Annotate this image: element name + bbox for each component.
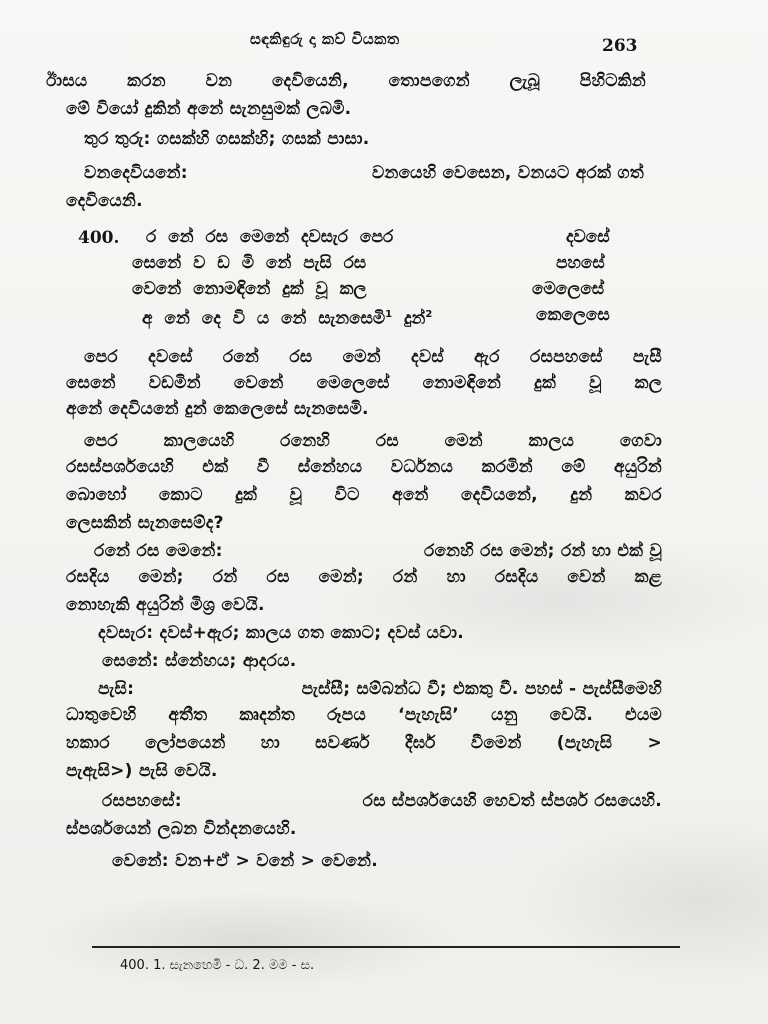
verse-line-2-end: පහසේ xyxy=(556,253,605,273)
paragraph-line: පෙර කාලයෙහි රනෙහි රස මෙන් කාලය ගෙවා xyxy=(84,431,662,451)
gloss-term: රනේ රස මෙනේ xyxy=(94,541,216,561)
paragraph-line: බොහෝ කොට දුක් වූ විට අනේ දෙවියනේ, දුන් කවර xyxy=(66,485,662,505)
gloss-term-wrap: පැසි: xyxy=(98,679,135,699)
gloss-entry xyxy=(84,128,369,150)
gloss-term: තුර තුරු xyxy=(84,129,144,149)
verse-number: 400. xyxy=(78,228,120,248)
verse-line-1: ර නේ රස මෙනේ දවසැර පෙර xyxy=(146,227,394,247)
gloss-entry xyxy=(84,162,644,184)
gloss-term: රසපහසේ xyxy=(102,791,175,811)
paragraph-line: ලෙසකින් සැනසෙම්ද? xyxy=(66,513,224,533)
gloss-colon: : xyxy=(143,129,157,149)
paragraph-line: ධාතුවෙහි අතීත කෘදන්ත රූපය ‘පැහැසි’ යනු වෙයි. එයම xyxy=(66,705,662,725)
gloss-colon: : xyxy=(151,651,166,671)
paragraph-line: පෙර දවසේ රනේ රස මෙන් දවස් ඇර රසපහසේ පැසී xyxy=(84,347,662,367)
paragraph-line: රසදිය මෙන්; රන් රස මෙන්; රන් හා රසදිය වෙන් කළ xyxy=(66,567,662,587)
gloss-term: දවසැර xyxy=(98,623,147,643)
verse-line-3: වෙනේ නොමඳිනේ දුක් වූ කල xyxy=(132,279,367,299)
page-number: 263 xyxy=(602,36,638,56)
gloss-text: ස්නේහය; ආදරය. xyxy=(165,651,297,671)
gloss-entry xyxy=(98,678,662,700)
gloss-text: රස ස්පර්ශයෙහි හෙවත් ස්පර්ශ රසයෙහි. xyxy=(362,791,662,811)
gloss-entry xyxy=(94,540,662,562)
gloss-term-wrap: වනදෙවියනේ: xyxy=(84,163,188,183)
paragraph-line: දෙවියෙනි. xyxy=(66,191,143,211)
gloss-text: වනයෙහි වෙසෙන, වනයට අරක් ගත් xyxy=(371,163,644,183)
paragraph-line: ඊාසය කරන වන දෙවියෙනි, තොපගෙන් ලැබූ පිහිටකින් xyxy=(46,71,646,91)
gloss-text: පැස්සී; සම්බන්ධ වී; එකතු වී. පහස් - පැස්සීමෙහි xyxy=(301,679,662,699)
verse-line-2: සෙනේ ව ඩ මි නේ පැසි රස xyxy=(132,253,367,273)
verse-line-1-end: දවසේ xyxy=(566,227,610,247)
paragraph-line: නොහැකි අයුරින් මිශ්‍ර වෙයි. xyxy=(66,595,265,615)
paragraph-line: රසස්පර්ශයෙහි එක් වී ස්නේහය වර්ධනය කරමින් මේ අයුරින් xyxy=(66,457,662,477)
gloss-term: පැසි xyxy=(98,679,128,699)
gloss-text: රනෙහි රස මෙන්; රන් හා එක් වූ xyxy=(423,541,662,561)
verse-line-4-mid: දුන් xyxy=(392,308,426,329)
paragraph-line: සෙනේ වඩමින් වෙනේ මෙලෙසේ නොමඳිනේ දුක් වූ කල xyxy=(66,373,662,393)
footnote: 400. 1. සැනහෙමි - ධ. 2. මම - ස. xyxy=(120,958,315,973)
gloss-term: වනදෙවියනේ xyxy=(84,163,181,183)
paragraph-line: මේ වියෝ දුකින් අනේ සැනසුමක් ලබමි. xyxy=(66,99,352,119)
gloss-colon: : xyxy=(146,623,160,643)
running-header: සඳකිඳුරු දා කව් වියකත xyxy=(250,30,400,48)
gloss-entry xyxy=(98,622,464,644)
paragraph-line: ස්පර්ශයෙන් ලබන වින්දනයෙහි. xyxy=(66,819,297,839)
gloss-text: දවස්+ඇර; කාලය ගත කොට; දවස් යවා. xyxy=(159,623,465,643)
gloss-term-wrap: රනේ රස මෙනේ: xyxy=(94,541,223,561)
paragraph-line: පැඇසි>) පැසි වෙයි. xyxy=(66,761,218,781)
gloss-text: වන+ඒ > වනේ > වෙනේ. xyxy=(175,851,378,871)
verse-line-4-end: කෙලෙසෙ xyxy=(536,305,610,325)
verse-line-4 xyxy=(142,304,432,330)
gloss-entry xyxy=(102,650,297,672)
verse-line-4-text: අ නේ දෙ වි ය නේ සැනසෙමි xyxy=(142,308,386,329)
paragraph-line: අනේ දෙවියනේ දුන් කෙලෙසේ සැනසෙමි. xyxy=(66,399,369,419)
gloss-colon: : xyxy=(161,851,176,871)
verse-line-3-end: මෙලෙසේ xyxy=(532,279,605,299)
gloss-term-wrap: රසපහසේ: xyxy=(102,791,182,811)
footnote-marker-1: 1 xyxy=(385,309,393,320)
gloss-term: සෙනේ xyxy=(102,651,152,671)
gloss-term: වෙනේ xyxy=(112,851,162,871)
gloss-entry xyxy=(102,790,662,812)
paragraph-line: හකාර ලෝපයෙන් හා සවර්ණ දීර්ඝ වීමෙන් (පැහැසි > xyxy=(66,733,662,753)
gloss-entry xyxy=(112,850,378,872)
gloss-text: ගසක්හි ගසක්හි; ගසක් පාසා. xyxy=(156,129,370,149)
footnote-marker-2: 2 xyxy=(425,309,433,320)
footnote-divider xyxy=(92,946,680,948)
